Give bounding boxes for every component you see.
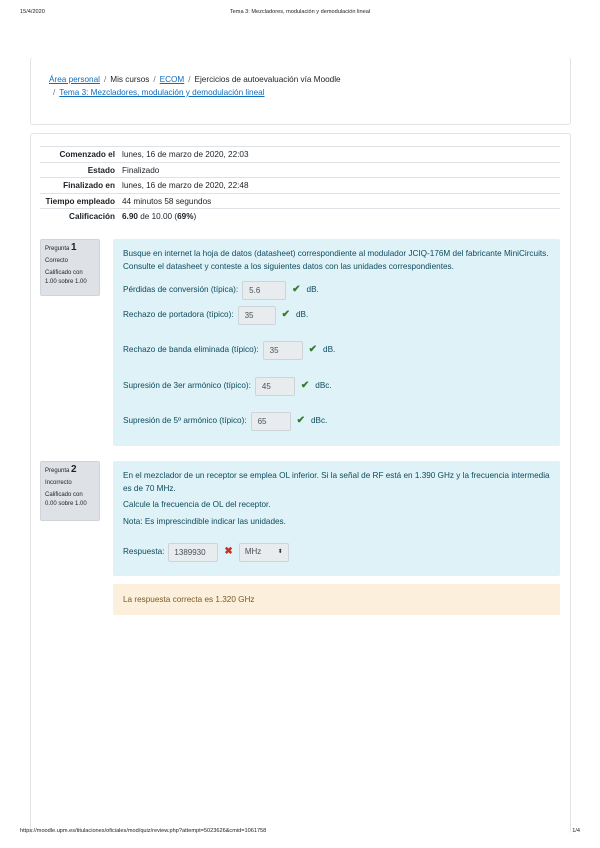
question-1-content (113, 239, 560, 446)
subquestion-5th-harmonic: Supresión de 5º armónico (típico): 65 ✔ dBc. (123, 412, 327, 431)
print-title: Tema 3: Mezcladores, modulación y demodulación lineal (229, 9, 371, 15)
check-icon: ✔ (308, 344, 318, 356)
question-state: Correcto (45, 258, 69, 264)
summary-row-started: Comenzado el lunes, 16 de marzo de 2020, 22:03 (40, 146, 560, 162)
summary-row-state: Estado Finalizado (40, 162, 560, 178)
subquestion-conversion-loss: Pérdidas de conversión (típica): 5.6 ✔ dB. (123, 281, 319, 300)
question-2-note: Nota: Es imprescindible indicar las unidades. (123, 516, 286, 526)
print-footer (0, 828, 600, 838)
check-icon: ✔ (296, 415, 305, 427)
breadcrumb-item-tema-3[interactable]: Tema 3: Mezcladores, modulación y demodulación lineal (59, 88, 265, 97)
summary-row-time-taken: Tiempo empleado 44 minutos 58 segundos (40, 193, 560, 209)
attempt-summary-table (40, 146, 560, 224)
subquestion-carrier-rejection: Rechazo de portadora (típico): 35 ✔ dB. (123, 306, 308, 325)
breadcrumb-separator: / (53, 88, 56, 97)
question-grade: Calificado con 0.00 sobre 1.00 (45, 492, 87, 507)
question-2-content (113, 461, 560, 576)
summary-row-finished: Finalizado en lunes, 16 de marzo de 2020, 22:48 (40, 177, 560, 193)
question-number: 1 (71, 242, 77, 253)
question-1-info (40, 239, 100, 296)
question-2-instruction: Calcule la frecuencia de OL del receptor. (123, 500, 271, 509)
summary-row-grade: Calificación 6.90 de 10.00 (69%) (40, 208, 560, 224)
subquestion-3rd-harmonic: Supresión de 3er armónico (típico): 45 ✔ dBc. (123, 377, 332, 396)
breadcrumb-item-area-personal[interactable]: Área personal (49, 75, 100, 84)
check-icon: ✔ (281, 309, 290, 321)
breadcrumb-item-mis-cursos: Mis cursos (110, 75, 150, 84)
question-state: Incorrecto (45, 480, 72, 486)
question-label: Pregunta (45, 468, 70, 474)
answer-field-carrier-rejection[interactable]: 35 (238, 306, 276, 325)
grade-percent: 69% (177, 212, 194, 221)
question-grade: Calificado con 1.00 sobre 1.00 (45, 270, 87, 285)
question-2-text: En el mezclador de un receptor se emplea OL inferior. Si la señal de RF está en 1.390 GHz y la frecuencia intermedia es de 70 MHz. (123, 471, 550, 493)
print-page-count: 1/4 (572, 828, 580, 834)
answer-input[interactable]: 1389930 (168, 543, 218, 562)
grade-value: 6.90 (122, 212, 138, 221)
breadcrumb-item-ecom[interactable]: ECOM (159, 75, 185, 84)
answer-field-5th-harmonic[interactable]: 65 (251, 412, 291, 431)
print-date: 15/4/2020 (20, 9, 45, 15)
breadcrumb-separator: / (188, 75, 191, 84)
select-arrows-icon: ⬍ (277, 549, 283, 556)
check-icon: ✔ (300, 380, 310, 392)
incorrect-icon: ✖ (224, 546, 233, 558)
answer-label: Respuesta: (123, 547, 165, 557)
print-url: https://moodle.upm.es/titulaciones/oficiales/mod/quiz/review.php?attempt=5023626&cmid=1061758 (20, 828, 267, 834)
question-number: 2 (71, 464, 77, 475)
unit-select[interactable]: MHz ⬍ (239, 543, 289, 562)
breadcrumb (30, 57, 571, 125)
question-1-text: Busque en internet la hoja de datos (datasheet) correspondiente al modulador JCIQ-176M del fabricante MiniCircuits. Consulte el datasheet y conteste a los siguientes datos con las unidades correspondientes. (123, 249, 549, 271)
correct-answer-feedback: La respuesta correcta es 1.320 GHz (113, 584, 560, 615)
question-label: Pregunta (45, 246, 70, 252)
breadcrumb-separator: / (103, 75, 107, 84)
breadcrumb-item-ejercicios: Ejercicios de autoevaluación vía Moodle (194, 75, 341, 84)
answer-field-conversion-loss[interactable]: 5.6 (242, 281, 286, 300)
subquestion-sideband-rejection: Rechazo de banda eliminada (típico): 35 ✔ dB. (123, 341, 335, 360)
answer-field-sideband-rejection[interactable]: 35 (263, 341, 303, 360)
breadcrumb-separator: / (153, 75, 156, 84)
answer-row (123, 543, 289, 562)
answer-field-3rd-harmonic[interactable]: 45 (255, 377, 295, 396)
print-header (0, 9, 600, 19)
check-icon: ✔ (292, 284, 301, 296)
question-2-info (40, 461, 100, 521)
